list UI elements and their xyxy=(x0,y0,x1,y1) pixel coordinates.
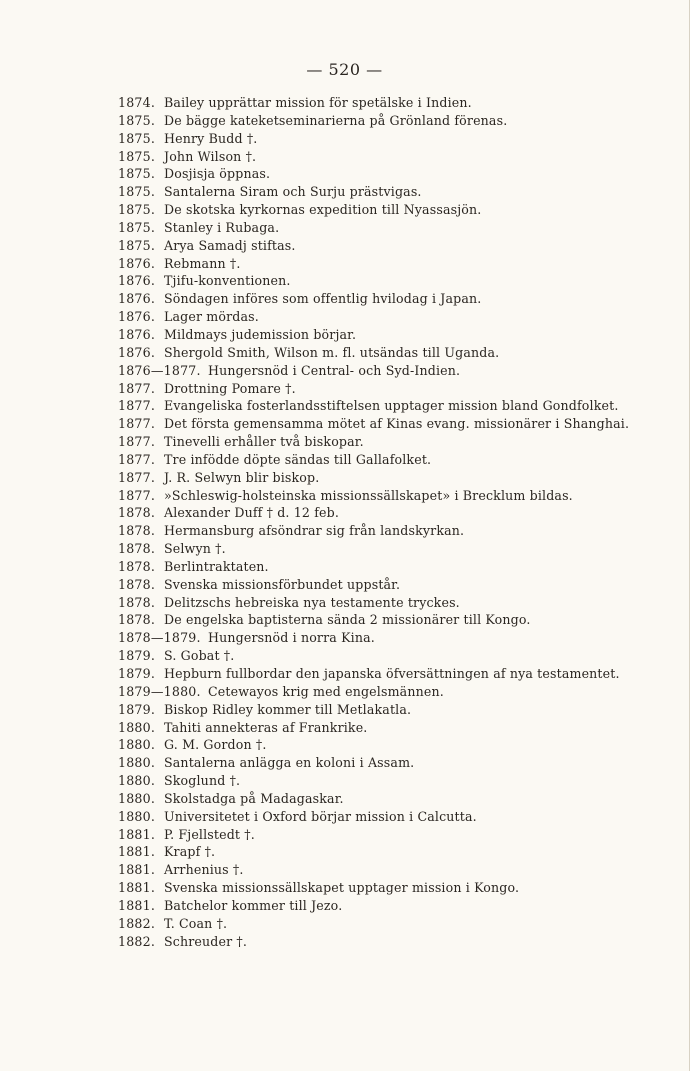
chronology-entry xyxy=(118,540,678,558)
entry-text: John Wilson †. xyxy=(164,148,257,164)
entry-text: Tre infödde döpte sändas till Gallafolket. xyxy=(164,451,432,467)
entry-year: 1879—1880. xyxy=(118,683,201,699)
entry-text: Evangeliska fosterlandsstiftelsen upptager mission bland Gondfolket. xyxy=(164,398,619,414)
entry-year: 1878. xyxy=(118,594,156,610)
entry-text: Svenska missionssällskapet upptager mission i Kongo. xyxy=(164,880,520,896)
chronology-entry xyxy=(118,165,678,183)
entry-year: 1876. xyxy=(118,273,156,289)
entry-year: 1876. xyxy=(118,344,156,360)
entry-year: 1877. xyxy=(118,380,156,396)
chronology-entry xyxy=(118,754,678,772)
entry-year: 1875. xyxy=(118,202,156,218)
entry-text: Stanley i Rubaga. xyxy=(164,219,280,235)
chronology-entry xyxy=(118,790,678,808)
entry-text: Hermansburg afsöndrar sig från landskyrkan. xyxy=(164,523,465,539)
entry-year: 1881. xyxy=(118,844,156,860)
chronology-entry xyxy=(118,683,678,701)
entry-year: 1882. xyxy=(118,915,156,931)
chronology-entry xyxy=(118,344,678,362)
entry-text: T. Coan †. xyxy=(164,915,228,931)
entry-text: Rebmann †. xyxy=(164,255,241,271)
chronology-entry xyxy=(118,665,678,683)
chronology-entry xyxy=(118,522,678,540)
chronology-entry xyxy=(118,237,678,255)
chronology-entry xyxy=(118,879,678,897)
entry-text: Arya Samadj stiftas. xyxy=(164,237,296,253)
entry-text: Arrhenius †. xyxy=(164,862,244,878)
chronology-entry xyxy=(118,843,678,861)
entry-year: 1876—1877. xyxy=(118,362,201,378)
entry-year: 1881. xyxy=(118,897,156,913)
entry-text: Svenska missionsförbundet uppstår. xyxy=(164,576,401,592)
entry-year: 1875. xyxy=(118,237,156,253)
chronology-entry xyxy=(118,915,678,933)
entry-text: Batchelor kommer till Jezo. xyxy=(164,897,343,913)
chronology-entry xyxy=(118,558,678,576)
chronology-entry xyxy=(118,772,678,790)
chronology-entry xyxy=(118,469,678,487)
chronology-entry xyxy=(118,397,678,415)
entry-year: 1875. xyxy=(118,184,156,200)
chronology-entry xyxy=(118,861,678,879)
entry-text: Tinevelli erhåller två biskopar. xyxy=(164,434,364,450)
entry-year: 1879. xyxy=(118,648,156,664)
chronology-entry xyxy=(118,594,678,612)
entry-text: De engelska baptisterna sända 2 missionärer till Kongo. xyxy=(164,612,531,628)
entry-year: 1878—1879. xyxy=(118,630,201,646)
entry-text: Santalerna anlägga en koloni i Assam. xyxy=(164,755,415,771)
chronology-entry xyxy=(118,130,678,148)
entry-year: 1881. xyxy=(118,862,156,878)
chronology-entry xyxy=(118,897,678,915)
chronology-entry xyxy=(118,308,678,326)
entry-year: 1877. xyxy=(118,469,156,485)
chronology-entry xyxy=(118,201,678,219)
chronology-entry xyxy=(118,826,678,844)
chronology-entry xyxy=(118,326,678,344)
entry-text: J. R. Selwyn blir biskop. xyxy=(164,469,320,485)
entry-year: 1874. xyxy=(118,95,156,110)
chronology-entry xyxy=(118,487,678,505)
chronology-entry xyxy=(118,255,678,273)
entry-text: Alexander Duff † d. 12 feb. xyxy=(164,505,339,521)
entry-year: 1882. xyxy=(118,933,156,949)
chronology-entry xyxy=(118,415,678,433)
entry-text: Drottning Pomare †. xyxy=(164,380,296,396)
entry-year: 1875. xyxy=(118,148,156,164)
chronology-entry xyxy=(118,272,678,290)
entry-text: Krapf †. xyxy=(164,844,216,860)
chronology-entry xyxy=(118,504,678,522)
entry-year: 1878. xyxy=(118,558,156,574)
entry-year: 1880. xyxy=(118,755,156,771)
entry-text: Dosjisja öppnas. xyxy=(164,166,271,182)
entry-text: Biskop Ridley kommer till Metlakatla. xyxy=(164,701,412,717)
entry-text: Tjifu-konventionen. xyxy=(164,273,291,289)
entry-year: 1878. xyxy=(118,541,156,557)
entry-text: Henry Budd †. xyxy=(164,130,258,146)
entry-year: 1877. xyxy=(118,434,156,450)
entry-year: 1876. xyxy=(118,291,156,307)
entry-year: 1880. xyxy=(118,790,156,806)
entry-text: Lager mördas. xyxy=(164,309,259,325)
entry-text: Berlintraktaten. xyxy=(164,558,269,574)
entry-year: 1875. xyxy=(118,166,156,182)
entry-text: Hepburn fullbordar den japanska öfversättningen af nya testamentet. xyxy=(164,666,620,681)
chronology-list xyxy=(118,94,678,951)
chronology-entry xyxy=(118,112,678,130)
entry-text: Söndagen införes som offentlig hvilodag i Japan. xyxy=(164,291,482,307)
chronology-entry xyxy=(118,380,678,398)
entry-text: Det första gemensamma mötet af Kinas evang. missionärer i Shanghai. xyxy=(164,416,630,432)
chronology-entry xyxy=(118,576,678,594)
entry-year: 1880. xyxy=(118,808,156,824)
entry-text: De bägge kateketseminarierna på Grönland förenas. xyxy=(164,112,508,128)
entry-year: 1879. xyxy=(118,666,156,681)
entry-text: Skolstadga på Madagaskar. xyxy=(164,790,344,806)
entry-text: De skotska kyrkornas expedition till Nyassasjön. xyxy=(164,202,482,218)
entry-year: 1881. xyxy=(118,880,156,896)
entry-text: Tahiti annekteras af Frankrike. xyxy=(164,719,368,735)
entry-text: Delitzschs hebreiska nya testamente tryckes. xyxy=(164,594,460,610)
entry-text: Skoglund †. xyxy=(164,773,241,789)
entry-year: 1880. xyxy=(118,737,156,753)
entry-year: 1876. xyxy=(118,309,156,325)
entry-year: 1875. xyxy=(118,112,156,128)
entry-text: P. Fjellstedt †. xyxy=(164,826,255,842)
entry-text: Hungersnöd i Central- och Syd-Indien. xyxy=(208,362,461,378)
chronology-entry xyxy=(118,290,678,308)
entry-year: 1875. xyxy=(118,130,156,146)
entry-year: 1877. xyxy=(118,398,156,414)
entry-year: 1875. xyxy=(118,219,156,235)
entry-year: 1881. xyxy=(118,826,156,842)
entry-year: 1878. xyxy=(118,576,156,592)
chronology-entry xyxy=(118,719,678,737)
entry-text: Universitetet i Oxford börjar mission i Calcutta. xyxy=(164,808,477,824)
entry-year: 1877. xyxy=(118,416,156,432)
entry-text: Schreuder †. xyxy=(164,933,248,949)
entry-text: Mildmays judemission börjar. xyxy=(164,326,357,342)
entry-year: 1878. xyxy=(118,505,156,521)
chronology-entry xyxy=(118,629,678,647)
chronology-entry xyxy=(118,647,678,665)
chronology-entry xyxy=(118,362,678,380)
entry-year: 1880. xyxy=(118,719,156,735)
chronology-entry xyxy=(118,451,678,469)
entry-text: Selwyn †. xyxy=(164,541,226,557)
chronology-entry xyxy=(118,183,678,201)
entry-text: Santalerna Siram och Surju prästvigas. xyxy=(164,184,422,200)
entry-text: »Schleswig-holsteinska missionssällskapet» i Brecklum bildas. xyxy=(164,487,573,503)
entry-year: 1878. xyxy=(118,612,156,628)
chronology-entry xyxy=(118,808,678,826)
entry-year: 1876. xyxy=(118,326,156,342)
entry-year: 1876. xyxy=(118,255,156,271)
entry-text: Shergold Smith, Wilson m. fl. utsändas till Uganda. xyxy=(164,344,500,360)
entry-year: 1878. xyxy=(118,523,156,539)
chronology-entry xyxy=(118,148,678,166)
entry-text: S. Gobat †. xyxy=(164,648,235,664)
chronology-entry xyxy=(118,94,678,112)
entry-year: 1880. xyxy=(118,773,156,789)
chronology-entry xyxy=(118,611,678,629)
chronology-entry xyxy=(118,736,678,754)
entry-text: Cetewayos krig med engelsmännen. xyxy=(208,683,444,699)
entry-text: G. M. Gordon †. xyxy=(164,737,267,753)
entry-year: 1877. xyxy=(118,487,156,503)
chronology-entry xyxy=(118,701,678,719)
entry-text: Hungersnöd i norra Kina. xyxy=(208,630,375,646)
entry-text: Bailey upprättar mission för spetälske i Indien. xyxy=(164,95,472,110)
entry-year: 1879. xyxy=(118,701,156,717)
page-number: — 520 — xyxy=(306,60,383,79)
chronology-entry xyxy=(118,433,678,451)
chronology-entry xyxy=(118,933,678,951)
chronology-entry xyxy=(118,219,678,237)
entry-year: 1877. xyxy=(118,451,156,467)
